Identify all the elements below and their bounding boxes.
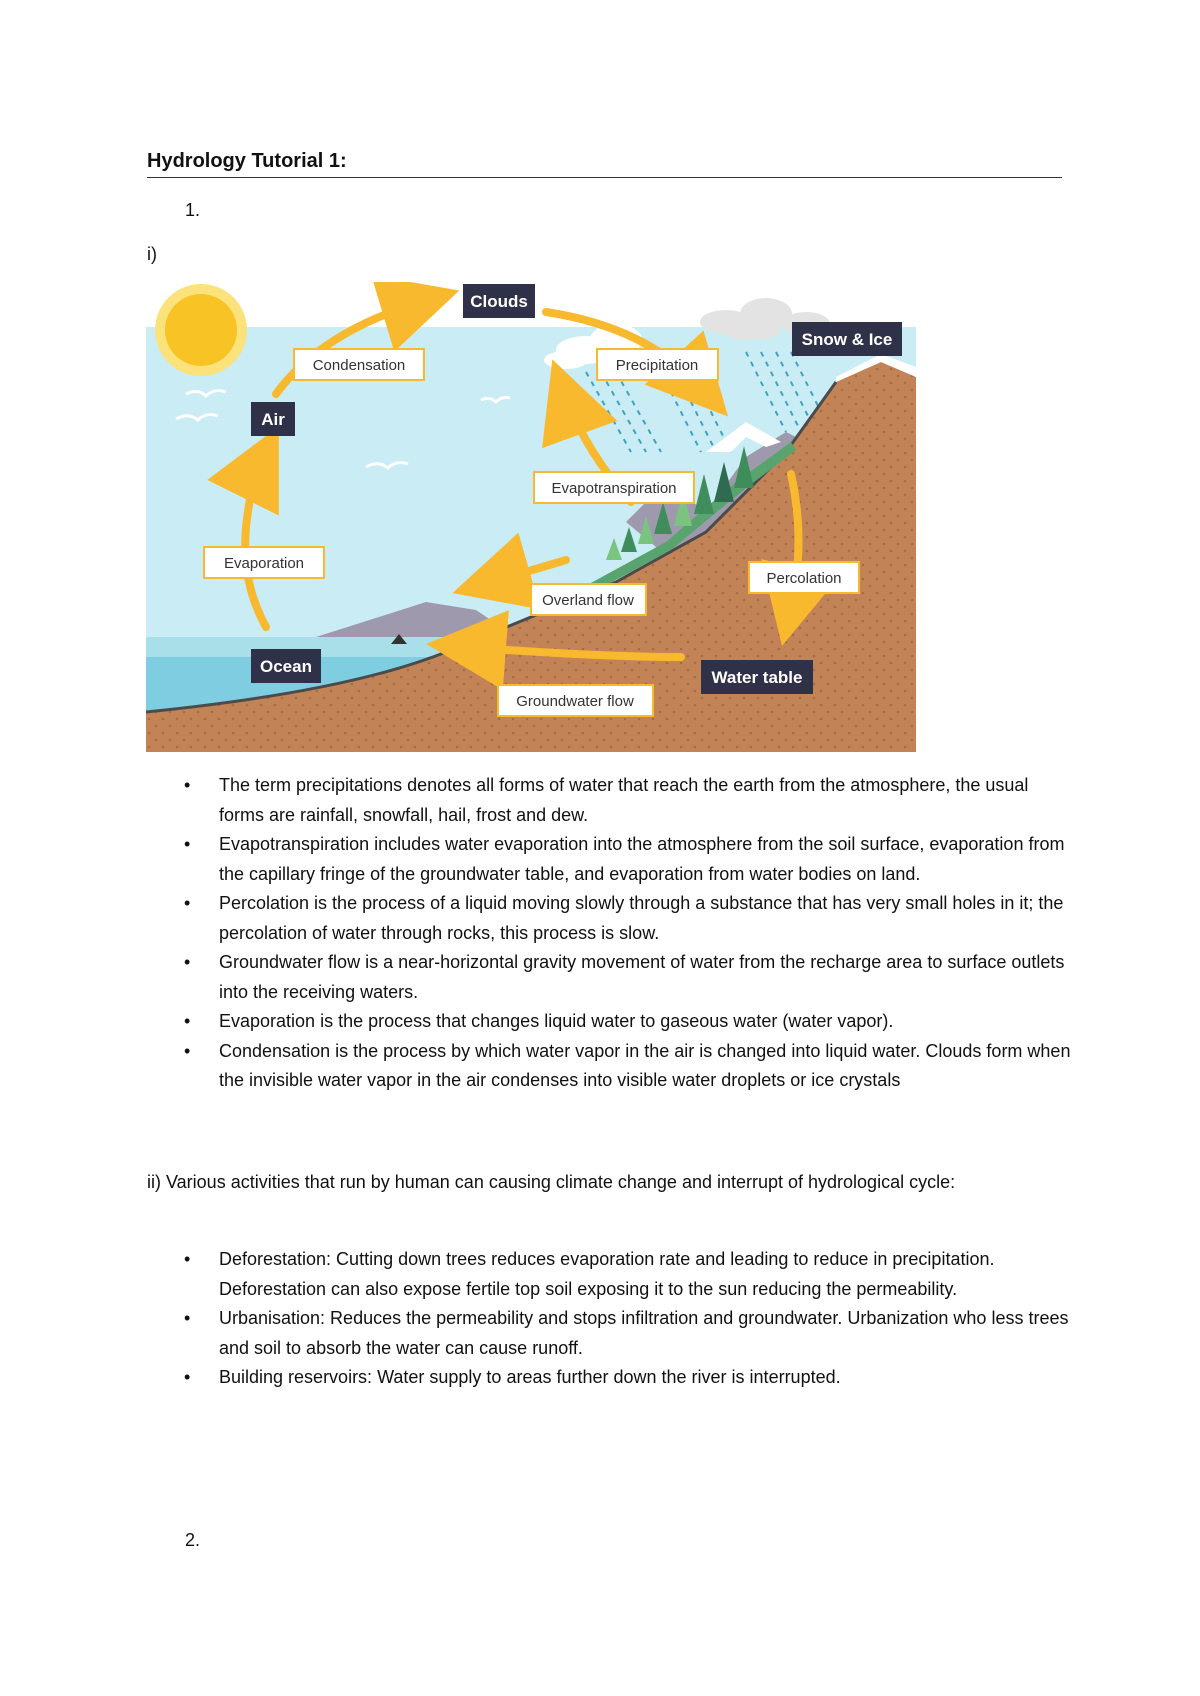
list-item: • Urbanisation: Reduces the permeability and stops infiltration and groundwater. Urbanization who less trees and soil to absorb the water can cause runoff. bbox=[174, 1304, 1074, 1363]
list-item: • Percolation is the process of a liquid moving slowly through a substance that has very small holes in it; the percolation of water through rocks, this process is slow. bbox=[174, 889, 1074, 948]
sun-icon bbox=[155, 284, 247, 376]
list-item: • Building reservoirs: Water supply to areas further down the river is interrupted. bbox=[174, 1363, 1074, 1393]
svg-text:Snow & Ice: Snow & Ice bbox=[801, 330, 893, 349]
label-ocean bbox=[251, 649, 321, 683]
part-i-label: i) bbox=[147, 244, 157, 264]
water-cycle-diagram bbox=[146, 282, 916, 752]
svg-text:Evapotranspiration: Evapotranspiration bbox=[551, 480, 677, 497]
bullet-icon: • bbox=[184, 1249, 191, 1269]
bullet-icon: • bbox=[184, 1040, 191, 1061]
page-title: Hydrology Tutorial 1: bbox=[147, 150, 1062, 178]
list-item: • The term precipitations denotes all forms of water that reach the earth from the atmosphere, the usual forms are rainfall, snowfall, hail, frost and dew. bbox=[174, 771, 1074, 830]
activities-list bbox=[174, 1245, 1074, 1393]
list-item: • Condensation is the process by which water vapor in the air is changed into liquid water. Clouds form when the invisible water vapor in the air condenses into visible water droplets or ice crystals bbox=[174, 1037, 1074, 1096]
label-percolation bbox=[749, 562, 859, 593]
svg-text:Water table: Water table bbox=[711, 668, 803, 687]
svg-text:Overland flow: Overland flow bbox=[542, 592, 634, 609]
svg-text:Air: Air bbox=[261, 410, 285, 429]
svg-text:Evaporation: Evaporation bbox=[223, 555, 305, 572]
list-item: • Evapotranspiration includes water evaporation into the atmosphere from the soil surface, evaporation from the capillary fringe of the groundwater table, and evaporation from water bodies on land. bbox=[174, 830, 1074, 889]
label-evaporation bbox=[204, 547, 324, 578]
label-evapotranspiration bbox=[534, 472, 694, 503]
bullet-icon: • bbox=[184, 1367, 191, 1387]
list-item: • Evaporation is the process that changes liquid water to gaseous water (water vapor). bbox=[174, 1007, 1074, 1037]
label-overland-flow bbox=[531, 584, 646, 615]
bullet-icon: • bbox=[184, 1308, 191, 1328]
list-item: • Deforestation: Cutting down trees reduces evaporation rate and leading to reduce in precipitation. Deforestation can also expose fertile top soil exposing it to the sun reducing the permeability. bbox=[174, 1245, 1074, 1304]
part-ii-intro: ii) Various activities that run by human can causing climate change and interrupt of hydrological cycle: bbox=[147, 1172, 956, 1192]
svg-text:Groundwater flow: Groundwater flow bbox=[516, 693, 634, 710]
label-condensation bbox=[294, 349, 424, 380]
label-precipitation bbox=[597, 349, 718, 380]
svg-text:Percolation: Percolation bbox=[766, 570, 842, 587]
label-water-table bbox=[701, 660, 813, 694]
svg-text:Clouds: Clouds bbox=[470, 292, 528, 311]
question-1-number: 1. bbox=[185, 200, 201, 220]
label-groundwater-flow bbox=[498, 685, 653, 716]
question-2-number: 2. bbox=[185, 1530, 201, 1550]
label-snow-ice bbox=[792, 322, 902, 356]
list-item: • Groundwater flow is a near-horizontal gravity movement of water from the recharge area to surface outlets into the receiving waters. bbox=[174, 948, 1074, 1007]
bullet-icon: • bbox=[184, 834, 191, 854]
bullet-icon: • bbox=[184, 952, 191, 972]
bullet-icon: • bbox=[184, 893, 191, 913]
bullet-icon: • bbox=[184, 1011, 191, 1031]
svg-text:Precipitation: Precipitation bbox=[615, 357, 699, 374]
label-air bbox=[251, 402, 295, 436]
bullet-icon: • bbox=[184, 775, 191, 795]
svg-text:Condensation: Condensation bbox=[312, 357, 406, 374]
svg-text:Ocean: Ocean bbox=[260, 657, 312, 676]
label-clouds bbox=[463, 284, 535, 318]
definitions-list bbox=[174, 771, 1074, 1096]
